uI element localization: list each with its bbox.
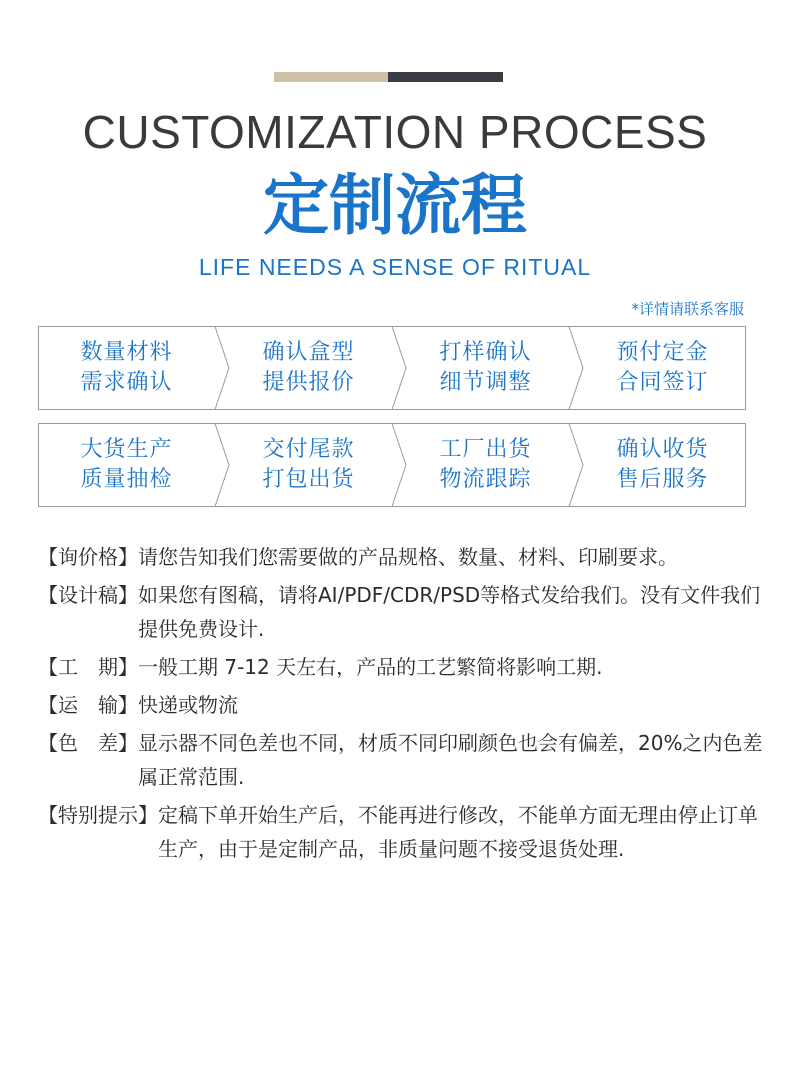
process-step	[220, 326, 397, 410]
title-english: CUSTOMIZATION PROCESS	[82, 106, 708, 158]
process-row-2	[38, 423, 746, 507]
info-text: 定稿下单开始生产后，不能再进行修改，不能单方面无理由停止订单生产，由于是定制产品，非质量问题不接受退货处理.	[158, 803, 758, 861]
step-line-2: 打包出货	[262, 467, 355, 492]
info-text: 快递或物流	[138, 693, 238, 717]
info-row-lead-time	[38, 650, 768, 684]
process-step	[397, 423, 574, 507]
step-line-2: 质量抽检	[80, 467, 173, 492]
step-line-1: 数量材料	[80, 340, 173, 365]
info-text: 一般工期 7-12 天左右，产品的工艺繁简将影响工期.	[138, 655, 603, 679]
info-label: 【特别提示】	[38, 803, 158, 827]
process-step	[397, 326, 574, 410]
step-line-2: 需求确认	[80, 370, 173, 395]
decorative-bar	[274, 72, 503, 82]
step-line-1: 大货生产	[80, 437, 173, 462]
process-step	[38, 326, 215, 410]
process-row-1	[38, 326, 746, 410]
info-row-inquiry	[38, 540, 768, 574]
step-line-2: 物流跟踪	[439, 467, 532, 492]
process-step	[574, 423, 751, 507]
info-label: 【询价格】	[38, 545, 138, 569]
step-line-1: 工厂出货	[439, 437, 532, 462]
decorative-bar-dark	[388, 72, 503, 82]
step-line-2: 售后服务	[616, 467, 709, 492]
info-label: 【色 差】	[38, 731, 138, 755]
info-label: 【设计稿】	[38, 583, 138, 607]
info-section	[38, 540, 768, 866]
info-text: 显示器不同色差也不同，材质不同印刷颜色也会有偏差，20%之内色差属正常范围.	[138, 731, 763, 789]
contact-note: *详情请联系客服	[631, 300, 744, 318]
step-line-1: 交付尾款	[262, 437, 355, 462]
process-step	[574, 326, 751, 410]
process-step	[220, 423, 397, 507]
info-label: 【运 输】	[38, 693, 138, 717]
step-line-1: 打样确认	[439, 340, 532, 365]
step-line-1: 预付定金	[616, 340, 709, 365]
info-text: 请您告知我们您需要做的产品规格、数量、材料、印刷要求。	[138, 545, 678, 569]
info-row-color	[38, 726, 768, 794]
info-row-shipping	[38, 688, 768, 722]
step-line-2: 合同签订	[616, 370, 709, 395]
info-row-special	[38, 798, 768, 866]
step-line-1: 确认盒型	[262, 340, 355, 365]
step-line-2: 提供报价	[262, 370, 355, 395]
step-line-1: 确认收货	[616, 437, 709, 462]
title-chinese: 定制流程	[263, 167, 527, 244]
info-text: 如果您有图稿，请将AI/PDF/CDR/PSD等格式发给我们。没有文件我们提供免费设计.	[138, 583, 761, 641]
decorative-bar-tan	[274, 72, 388, 82]
info-row-design	[38, 578, 768, 646]
step-line-2: 细节调整	[439, 370, 532, 395]
slogan: LIFE NEEDS A SENSE OF RITUAL	[198, 254, 592, 280]
process-step	[38, 423, 215, 507]
info-label: 【工 期】	[38, 655, 138, 679]
